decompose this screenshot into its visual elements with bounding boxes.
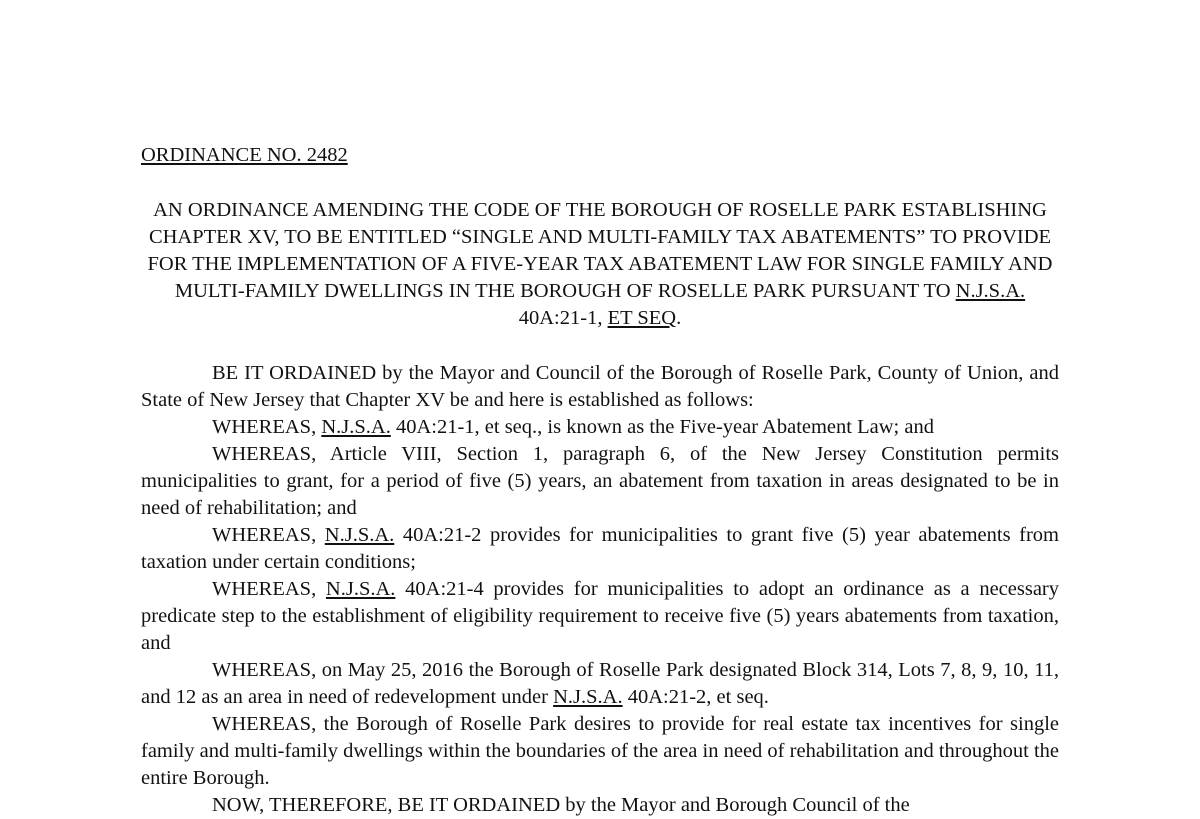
title-et-seq: ET SEQ — [607, 307, 677, 329]
document-page — [141, 142, 1059, 819]
paragraph-whereas-3 — [141, 522, 1059, 576]
statute-citation: N.J.S.A. — [324, 524, 395, 546]
paragraph-text: 40A:21-4 provides for municipalities to adopt an ordinance as a necessary predicate step to the establishment of eligibility requirement to receive five (5) years abatements from taxation, and — [141, 578, 1060, 654]
statute-citation: N.J.S.A. — [325, 578, 396, 600]
title-citation: N.J.S.A. — [955, 280, 1026, 302]
paragraph-whereas-5 — [141, 657, 1059, 711]
title-section: 40A:21-1, — [518, 307, 603, 329]
paragraph-text-end: 40A:21-2, et seq. — [627, 686, 769, 708]
paragraph-ordained: BE IT ORDAINED by the Mayor and Council of the Borough of Roselle Park, County of Union, and State of New Jersey that Chapter XV be and here is established as follows: — [141, 362, 1059, 411]
whereas-label: WHEREAS, — [212, 524, 317, 546]
paragraph-now-therefore: NOW, THEREFORE, BE IT ORDAINED by the Mayor and Borough Council of the — [212, 794, 910, 816]
ordinance-number: ORDINANCE NO. 2482 — [141, 144, 348, 166]
statute-citation: N.J.S.A. — [553, 686, 623, 708]
whereas-label: WHEREAS, — [212, 578, 317, 600]
title-end: . — [676, 307, 682, 329]
paragraph-text: 40A:21-2 provides for municipalities to grant five (5) year abatements from taxation under certain conditions; — [141, 524, 1059, 573]
ordinance-body — [141, 360, 1059, 819]
paragraph-whereas-4 — [141, 576, 1059, 657]
whereas-label: WHEREAS, — [212, 416, 317, 438]
ordinance-title — [141, 197, 1059, 332]
paragraph-text: 40A:21-1, et seq., is known as the Five-year Abatement Law; and — [395, 416, 934, 438]
paragraph-whereas-6: WHEREAS, the Borough of Roselle Park desires to provide for real estate tax incentives for single family and multi-family dwellings within the boundaries of the area in need of rehabilitation and throughout the entire Borough. — [141, 713, 1059, 789]
title-main-text: AN ORDINANCE AMENDING THE CODE OF THE BOROUGH OF ROSELLE PARK ESTABLISHING CHAPTER XV, TO BE ENTITLED “SINGLE AND MULTI-FAMILY TAX ABATEMENTS” TO PROVIDE FOR THE IMPLEMENTATION OF A FIVE-YEAR TAX ABATEMENT LAW FOR SINGLE FAMILY AND MULTI-FAMILY DWELLINGS IN THE BOROUGH OF ROSELLE PARK PURSUANT TO — [147, 199, 1053, 302]
paragraph-whereas-1 — [141, 414, 1059, 441]
paragraph-whereas-2: WHEREAS, Article VIII, Section 1, paragraph 6, of the New Jersey Constitution permits municipalities to grant, for a period of five (5) years, an abatement from taxation in areas designated to be in need of rehabilitation; and — [141, 443, 1059, 519]
paragraph-text: WHEREAS, on May 25, 2016 the Borough of Roselle Park designated Block 314, Lots 7, 8, 9, 10, 11, and 12 as an area in need of redevelopment under — [141, 659, 1059, 708]
statute-citation: N.J.S.A. — [321, 416, 391, 438]
